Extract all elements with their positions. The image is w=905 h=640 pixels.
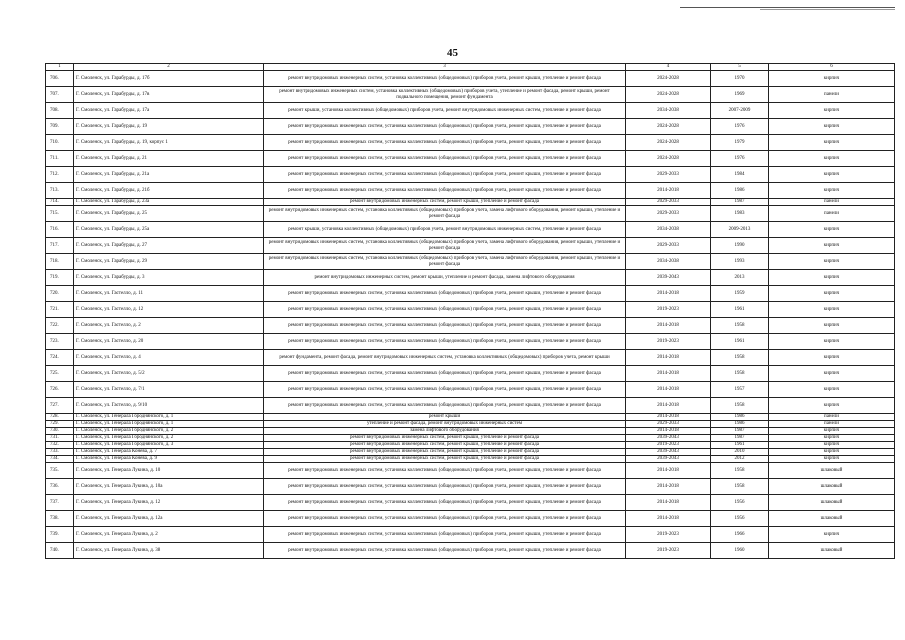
year-cell: 2013 bbox=[711, 270, 769, 286]
period-cell: 2014-2018 bbox=[626, 511, 711, 527]
year-cell: 1966 bbox=[711, 527, 769, 543]
year-cell: 1957 bbox=[711, 382, 769, 398]
period-cell: 2014-2018 bbox=[626, 350, 711, 366]
table-row bbox=[46, 183, 895, 199]
row-number-cell: 715. bbox=[46, 206, 74, 222]
works-cell: ремонт внутридомовых инженерных систем, установка коллективных (общедомовых) приборов учета, утепление и ремонт фасада, ремонт крыши, ремонт подвального помещения, ремонт фундамента bbox=[264, 87, 626, 103]
address-cell: Г. Смоленск, ул. Гарабурды, д. 27 bbox=[74, 238, 264, 254]
works-cell: ремонт внутридомовых инженерных систем, установка коллективных (общедомовых) приборов учета, замена лифтового оборудования, ремонт крыши, утепление и ремонт фасада bbox=[264, 238, 626, 254]
row-number-cell: 716. bbox=[46, 222, 74, 238]
table-row bbox=[46, 206, 895, 222]
works-cell: ремонт внутридомовых инженерных систем, установка коллективных (общедомовых) приборов учета, ремонт крыши, утепление и ремонт фасада bbox=[264, 302, 626, 318]
material-cell: кирпич bbox=[769, 527, 895, 543]
year-cell: 1958 bbox=[711, 350, 769, 366]
year-cell: 1960 bbox=[711, 543, 769, 559]
period-cell: 2019-2023 bbox=[626, 543, 711, 559]
material-cell: шлаковый bbox=[769, 543, 895, 559]
year-cell: 1990 bbox=[711, 238, 769, 254]
period-cell: 2019-2023 bbox=[626, 334, 711, 350]
table-row bbox=[46, 511, 895, 527]
material-cell: шлаковый bbox=[769, 463, 895, 479]
year-cell: 1987 bbox=[711, 428, 769, 435]
period-cell: 2014-2018 bbox=[626, 414, 711, 421]
year-cell: 1986 bbox=[711, 414, 769, 421]
table-row bbox=[46, 135, 895, 151]
material-cell: кирпич bbox=[769, 350, 895, 366]
works-cell: ремонт внутридомовых инженерных систем, установка коллективных (общедомовых) приборов учета, ремонт крыши, утепление и ремонт фасада bbox=[264, 463, 626, 479]
material-cell: кирпич bbox=[769, 103, 895, 119]
table-row bbox=[46, 428, 895, 435]
row-number-cell: 736. bbox=[46, 479, 74, 495]
works-cell: ремонт внутридомовых инженерных систем, ремонт крыши, утепление и ремонт фасада bbox=[264, 435, 626, 442]
material-cell: шлаковый bbox=[769, 479, 895, 495]
table-row bbox=[46, 366, 895, 382]
address-cell: Г. Смоленск, ул. Гарабурды, д. 19 bbox=[74, 119, 264, 135]
works-cell: ремонт внутридомовых инженерных систем, установка коллективных (общедомовых) приборов учета, ремонт крыши, утепление и ремонт фасада bbox=[264, 183, 626, 199]
year-cell: 1993 bbox=[711, 254, 769, 270]
table-row bbox=[46, 350, 895, 366]
year-cell: 1987 bbox=[711, 435, 769, 442]
works-cell: ремонт внутридомовых инженерных систем, установка коллективных (общедомовых) приборов учета, ремонт крыши, утепление и ремонт фасада bbox=[264, 151, 626, 167]
table-row bbox=[46, 119, 895, 135]
row-number-cell: 731. bbox=[46, 435, 74, 442]
address-cell: Г. Смоленск, ул. Гарабурды, д. 19, корпус 1 bbox=[74, 135, 264, 151]
period-cell: 2019-2023 bbox=[626, 527, 711, 543]
material-cell: шлаковый bbox=[769, 511, 895, 527]
period-cell: 2029-2033 bbox=[626, 199, 711, 206]
row-number-cell: 728. bbox=[46, 414, 74, 421]
material-cell: кирпич bbox=[769, 135, 895, 151]
works-cell: ремонт внутридомовых инженерных систем, установка коллективных (общедомовых) приборов учета, ремонт крыши, утепление и ремонт фасада bbox=[264, 119, 626, 135]
material-cell: кирпич bbox=[769, 286, 895, 302]
address-cell: Г. Смоленск, ул. Генерала Лукина, д. 10а bbox=[74, 479, 264, 495]
works-cell: ремонт внутридомовых инженерных систем, установка коллективных (общедомовых) приборов учета, ремонт крыши, утепление и ремонт фасада bbox=[264, 511, 626, 527]
year-cell: 2010 bbox=[711, 449, 769, 456]
material-cell: панели bbox=[769, 87, 895, 103]
address-cell: Г. Смоленск, ул. Гастелло, д. 12 bbox=[74, 302, 264, 318]
row-number-cell: 708. bbox=[46, 103, 74, 119]
table-row bbox=[46, 286, 895, 302]
page-number: 45 bbox=[447, 47, 458, 59]
row-number-cell: 734. bbox=[46, 456, 74, 463]
table-row bbox=[46, 449, 895, 456]
table-row bbox=[46, 222, 895, 238]
works-cell: замена лифтового оборудования bbox=[264, 428, 626, 435]
row-number-cell: 738. bbox=[46, 511, 74, 527]
header-rule bbox=[680, 7, 895, 8]
period-cell: 2014-2018 bbox=[626, 318, 711, 334]
row-number-cell: 717. bbox=[46, 238, 74, 254]
year-cell: 1976 bbox=[711, 119, 769, 135]
row-number-cell: 724. bbox=[46, 350, 74, 366]
row-number-cell: 712. bbox=[46, 167, 74, 183]
row-number-cell: 719. bbox=[46, 270, 74, 286]
row-number-cell: 725. bbox=[46, 366, 74, 382]
table-row bbox=[46, 302, 895, 318]
works-cell: ремонт внутридомовых инженерных систем, установка коллективных (общедомовых) приборов учета, ремонт крыши, утепление и ремонт фасада bbox=[264, 318, 626, 334]
material-cell: панели bbox=[769, 206, 895, 222]
row-number-cell: 707. bbox=[46, 87, 74, 103]
period-cell: 2014-2018 bbox=[626, 382, 711, 398]
address-cell: Г. Смоленск, ул. Генерала Лукина, д. 38 bbox=[74, 543, 264, 559]
works-cell: ремонт внутридомовых инженерных систем, установка коллективных (общедомовых) приборов учета, замена лифтового оборудования, ремонт крыши, утепление и ремонт фасада bbox=[264, 254, 626, 270]
address-cell: Г. Смоленск, ул. Гарабурды, д. 17а bbox=[74, 103, 264, 119]
material-cell: панели bbox=[769, 199, 895, 206]
material-cell: панели bbox=[769, 414, 895, 421]
address-cell: Г. Смоленск, ул. Генерала Городнянского, д. 3 bbox=[74, 442, 264, 449]
table-row bbox=[46, 543, 895, 559]
row-number-cell: 720. bbox=[46, 286, 74, 302]
row-number-cell: 740. bbox=[46, 543, 74, 559]
period-cell: 2019-2023 bbox=[626, 302, 711, 318]
table-row bbox=[46, 318, 895, 334]
column-number: 1 bbox=[46, 64, 74, 71]
material-cell: кирпич bbox=[769, 449, 895, 456]
period-cell: 2024-2028 bbox=[626, 119, 711, 135]
table-row bbox=[46, 71, 895, 87]
period-cell: 2039-2043 bbox=[626, 449, 711, 456]
column-number: 5 bbox=[711, 64, 769, 71]
row-number-cell: 710. bbox=[46, 135, 74, 151]
works-cell: ремонт внутридомовых инженерных систем, установка коллективных (общедомовых) приборов учета, ремонт крыши, утепление и ремонт фасада bbox=[264, 167, 626, 183]
year-cell: 2009-2013 bbox=[711, 222, 769, 238]
table-row bbox=[46, 270, 895, 286]
address-cell: Г. Смоленск, ул. Генерала Конева, д. 9 bbox=[74, 456, 264, 463]
table-row bbox=[46, 495, 895, 511]
year-cell: 1958 bbox=[711, 318, 769, 334]
period-cell: 2014-2018 bbox=[626, 366, 711, 382]
material-cell: кирпич bbox=[769, 435, 895, 442]
year-cell: 1986 bbox=[711, 183, 769, 199]
material-cell: панели bbox=[769, 421, 895, 428]
material-cell: кирпич bbox=[769, 222, 895, 238]
year-cell: 1983 bbox=[711, 206, 769, 222]
column-number: 2 bbox=[74, 64, 264, 71]
row-number-cell: 722. bbox=[46, 318, 74, 334]
year-cell: 1958 bbox=[711, 463, 769, 479]
row-number-cell: 723. bbox=[46, 334, 74, 350]
material-cell: кирпич bbox=[769, 167, 895, 183]
material-cell: кирпич bbox=[769, 442, 895, 449]
address-cell: Г. Смоленск, ул. Гарабурды, д. 3 bbox=[74, 270, 264, 286]
year-cell: 1958 bbox=[711, 398, 769, 414]
period-cell: 2014-2018 bbox=[626, 463, 711, 479]
table-row bbox=[46, 199, 895, 206]
table-row bbox=[46, 382, 895, 398]
period-cell: 2024-2028 bbox=[626, 71, 711, 87]
period-cell: 2034-2038 bbox=[626, 222, 711, 238]
address-cell: Г. Смоленск, ул. Гарабурды, д. 25 bbox=[74, 206, 264, 222]
year-cell: 1984 bbox=[711, 167, 769, 183]
works-cell: ремонт крыши, установка коллективных (общедомовых) приборов учета, ремонт внутридомовых инженерных систем, утепление и ремонт фасада bbox=[264, 222, 626, 238]
material-cell: кирпич bbox=[769, 119, 895, 135]
row-number-cell: 726. bbox=[46, 382, 74, 398]
row-number-cell: 739. bbox=[46, 527, 74, 543]
address-cell: Г. Смоленск, ул. Гарабурды, д. 17б bbox=[74, 71, 264, 87]
table-row bbox=[46, 238, 895, 254]
row-number-cell: 718. bbox=[46, 254, 74, 270]
table-row bbox=[46, 456, 895, 463]
table-row bbox=[46, 103, 895, 119]
period-cell: 2029-2033 bbox=[626, 238, 711, 254]
works-cell: ремонт внутридомовых инженерных систем, ремонт крыши, утепление и ремонт фасада bbox=[264, 442, 626, 449]
period-cell: 2014-2018 bbox=[626, 428, 711, 435]
period-cell: 2029-2033 bbox=[626, 206, 711, 222]
table-row bbox=[46, 167, 895, 183]
period-cell: 2019-2023 bbox=[626, 442, 711, 449]
period-cell: 2024-2028 bbox=[626, 151, 711, 167]
works-cell: ремонт внутридомовых инженерных систем, ремонт крыши, утепление и ремонт фасада, замена лифтового оборудования bbox=[264, 270, 626, 286]
address-cell: Г. Смоленск, ул. Гастелло, д. 5/2 bbox=[74, 366, 264, 382]
address-cell: Г. Смоленск, ул. Гарабурды, д. 17в bbox=[74, 87, 264, 103]
works-cell: утепление и ремонт фасада, ремонт внутридомовых инженерных систем bbox=[264, 421, 626, 428]
works-cell: ремонт внутридомовых инженерных систем, установка коллективных (общедомовых) приборов учета, ремонт крыши, утепление и ремонт фасада bbox=[264, 479, 626, 495]
address-cell: Г. Смоленск, ул. Генерала Лукина, д. 10 bbox=[74, 463, 264, 479]
material-cell: кирпич bbox=[769, 428, 895, 435]
address-cell: Г. Смоленск, ул. Генерала Лукина, д. 12а bbox=[74, 511, 264, 527]
table-row bbox=[46, 87, 895, 103]
works-cell: ремонт внутридомовых инженерных систем, установка коллективных (общедомовых) приборов учета, ремонт крыши, утепление и ремонт фасада bbox=[264, 382, 626, 398]
material-cell: кирпич bbox=[769, 151, 895, 167]
material-cell: кирпич bbox=[769, 71, 895, 87]
row-number-cell: 737. bbox=[46, 495, 74, 511]
table-row bbox=[46, 414, 895, 421]
table-row bbox=[46, 527, 895, 543]
period-cell: 2034-2038 bbox=[626, 103, 711, 119]
works-cell: ремонт внутридомовых инженерных систем, установка коллективных (общедомовых) приборов учета, ремонт крыши, утепление и ремонт фасада bbox=[264, 334, 626, 350]
address-cell: Г. Смоленск, ул. Генерала Городнянского, д. 1 bbox=[74, 421, 264, 428]
material-cell: кирпич bbox=[769, 183, 895, 199]
table-row bbox=[46, 398, 895, 414]
address-cell: Г. Смоленск, ул. Гарабурды, д. 21а bbox=[74, 167, 264, 183]
address-cell: Г. Смоленск, ул. Гастелло, д. 2 bbox=[74, 318, 264, 334]
address-cell: Г. Смоленск, ул. Генерала Лукина, д. 12 bbox=[74, 495, 264, 511]
row-number-cell: 727. bbox=[46, 398, 74, 414]
table-row bbox=[46, 463, 895, 479]
period-cell: 2029-2033 bbox=[626, 421, 711, 428]
period-cell: 2014-2018 bbox=[626, 495, 711, 511]
header-rule-secondary bbox=[760, 9, 895, 10]
year-cell: 1970 bbox=[711, 71, 769, 87]
row-number-cell: 730. bbox=[46, 428, 74, 435]
address-cell: Г. Смоленск, ул. Генерала Лукина, д. 2 bbox=[74, 527, 264, 543]
works-cell: ремонт внутридомовых инженерных систем, установка коллективных (общедомовых) приборов учета, ремонт крыши, утепление и ремонт фасада bbox=[264, 366, 626, 382]
address-cell: Г. Смоленск, ул. Гарабурды, д. 21 bbox=[74, 151, 264, 167]
period-cell: 2039-2043 bbox=[626, 270, 711, 286]
year-cell: 1979 bbox=[711, 135, 769, 151]
works-cell: ремонт внутридомовых инженерных систем, установка коллективных (общедомовых) приборов учета, ремонт крыши, утепление и ремонт фасада bbox=[264, 527, 626, 543]
year-cell: 1956 bbox=[711, 495, 769, 511]
material-cell: кирпич bbox=[769, 382, 895, 398]
year-cell: 1956 bbox=[711, 511, 769, 527]
year-cell: 1969 bbox=[711, 87, 769, 103]
register-table-body bbox=[46, 64, 895, 559]
period-cell: 2014-2018 bbox=[626, 286, 711, 302]
year-cell: 1976 bbox=[711, 151, 769, 167]
period-cell: 2014-2018 bbox=[626, 479, 711, 495]
address-cell: Г. Смоленск, ул. Гарабурды, д. 23а bbox=[74, 199, 264, 206]
address-cell: Г. Смоленск, ул. Гастелло, д. 11 bbox=[74, 286, 264, 302]
table-row bbox=[46, 421, 895, 428]
material-cell: кирпич bbox=[769, 270, 895, 286]
row-number-cell: 721. bbox=[46, 302, 74, 318]
period-cell: 2039-2043 bbox=[626, 435, 711, 442]
works-cell: ремонт внутридомовых инженерных систем, ремонт крыши, утепление и ремонт фасада bbox=[264, 456, 626, 463]
period-cell: 2039-2043 bbox=[626, 456, 711, 463]
address-cell: Г. Смоленск, ул. Гастелло, д. 20 bbox=[74, 334, 264, 350]
period-cell: 2024-2028 bbox=[626, 135, 711, 151]
works-cell: ремонт внутридомовых инженерных систем, установка коллективных (общедомовых) приборов учета, ремонт крыши, утепление и ремонт фасада bbox=[264, 398, 626, 414]
year-cell: 1961 bbox=[711, 442, 769, 449]
address-cell: Г. Смоленск, ул. Гастелло, д. 9/10 bbox=[74, 398, 264, 414]
material-cell: кирпич bbox=[769, 302, 895, 318]
period-cell: 2014-2018 bbox=[626, 398, 711, 414]
row-number-cell: 733. bbox=[46, 449, 74, 456]
material-cell: кирпич bbox=[769, 334, 895, 350]
row-number-cell: 706. bbox=[46, 71, 74, 87]
address-cell: Г. Смоленск, ул. Генерала Конева, д. 7 bbox=[74, 449, 264, 456]
column-number: 4 bbox=[626, 64, 711, 71]
works-cell: ремонт крыши, установка коллективных (общедомовых) приборов учета, ремонт внутридомовых инженерных систем, утепление и ремонт фасада bbox=[264, 103, 626, 119]
year-cell: 1961 bbox=[711, 302, 769, 318]
period-cell: 2024-2028 bbox=[626, 87, 711, 103]
year-cell: 1986 bbox=[711, 421, 769, 428]
address-cell: Г. Смоленск, ул. Генерала Городнянского, д. 2 bbox=[74, 435, 264, 442]
table-row bbox=[46, 479, 895, 495]
works-cell: ремонт внутридомовых инженерных систем, ремонт крыши, утепление и ремонт фасада bbox=[264, 199, 626, 206]
row-number-cell: 729. bbox=[46, 421, 74, 428]
year-cell: 2007-2009 bbox=[711, 103, 769, 119]
works-cell: ремонт внутридомовых инженерных систем, ремонт крыши, утепление и ремонт фасада bbox=[264, 449, 626, 456]
material-cell: шлаковый bbox=[769, 495, 895, 511]
year-cell: 1961 bbox=[711, 334, 769, 350]
works-cell: ремонт внутридомовых инженерных систем, установка коллективных (общедомовых) приборов учета, ремонт крыши, утепление и ремонт фасада bbox=[264, 286, 626, 302]
address-cell: Г. Смоленск, ул. Генерала Городнянского, д. 1 bbox=[74, 414, 264, 421]
row-number-cell: 711. bbox=[46, 151, 74, 167]
works-cell: ремонт внутридомовых инженерных систем, установка коллективных (общедомовых) приборов учета, замена лифтового оборудования, ремонт крыши, утепление и ремонт фасада bbox=[264, 206, 626, 222]
row-number-cell: 732. bbox=[46, 442, 74, 449]
row-number-cell: 714. bbox=[46, 199, 74, 206]
column-number: 3 bbox=[264, 64, 626, 71]
address-cell: Г. Смоленск, ул. Генерала Городнянского, д. 2 bbox=[74, 428, 264, 435]
address-cell: Г. Смоленск, ул. Гарабурды, д. 25а bbox=[74, 222, 264, 238]
table-row bbox=[46, 435, 895, 442]
year-cell: 2012 bbox=[711, 456, 769, 463]
table-row bbox=[46, 334, 895, 350]
material-cell: кирпич bbox=[769, 366, 895, 382]
register-table bbox=[45, 63, 895, 559]
works-cell: ремонт крыши bbox=[264, 414, 626, 421]
table-row bbox=[46, 442, 895, 449]
period-cell: 2034-2038 bbox=[626, 254, 711, 270]
period-cell: 2014-2018 bbox=[626, 183, 711, 199]
works-cell: ремонт внутридомовых инженерных систем, установка коллективных (общедомовых) приборов учета, ремонт крыши, утепление и ремонт фасада bbox=[264, 495, 626, 511]
material-cell: кирпич bbox=[769, 254, 895, 270]
material-cell: кирпич bbox=[769, 238, 895, 254]
material-cell: кирпич bbox=[769, 398, 895, 414]
column-number: 6 bbox=[769, 64, 895, 71]
works-cell: ремонт фундамента, ремонт фасада, ремонт внутридомовых инженерных систем, установка коллективных (общедомовых) приборов учета, ремонт крыши bbox=[264, 350, 626, 366]
period-cell: 2029-2033 bbox=[626, 167, 711, 183]
row-number-cell: 735. bbox=[46, 463, 74, 479]
row-number-cell: 713. bbox=[46, 183, 74, 199]
column-number-row bbox=[46, 64, 895, 71]
row-number-cell: 709. bbox=[46, 119, 74, 135]
works-cell: ремонт внутридомовых инженерных систем, установка коллективных (общедомовых) приборов учета, ремонт крыши, утепление и ремонт фасада bbox=[264, 135, 626, 151]
table-row bbox=[46, 151, 895, 167]
address-cell: Г. Смоленск, ул. Гастелло, д. 7/1 bbox=[74, 382, 264, 398]
material-cell: кирпич bbox=[769, 318, 895, 334]
year-cell: 1958 bbox=[711, 479, 769, 495]
works-cell: ремонт внутридомовых инженерных систем, установка коллективных (общедомовых) приборов учета, ремонт крыши, утепление и ремонт фасада bbox=[264, 543, 626, 559]
address-cell: Г. Смоленск, ул. Гастелло, д. 4 bbox=[74, 350, 264, 366]
material-cell: кирпич bbox=[769, 456, 895, 463]
year-cell: 1958 bbox=[711, 366, 769, 382]
address-cell: Г. Смоленск, ул. Гарабурды, д. 29 bbox=[74, 254, 264, 270]
address-cell: Г. Смоленск, ул. Гарабурды, д. 21б bbox=[74, 183, 264, 199]
year-cell: 1987 bbox=[711, 199, 769, 206]
year-cell: 1959 bbox=[711, 286, 769, 302]
table-row bbox=[46, 254, 895, 270]
works-cell: ремонт внутридомовых инженерных систем, установка коллективных (общедомовых) приборов учета, ремонт крыши, утепление и ремонт фасада bbox=[264, 71, 626, 87]
